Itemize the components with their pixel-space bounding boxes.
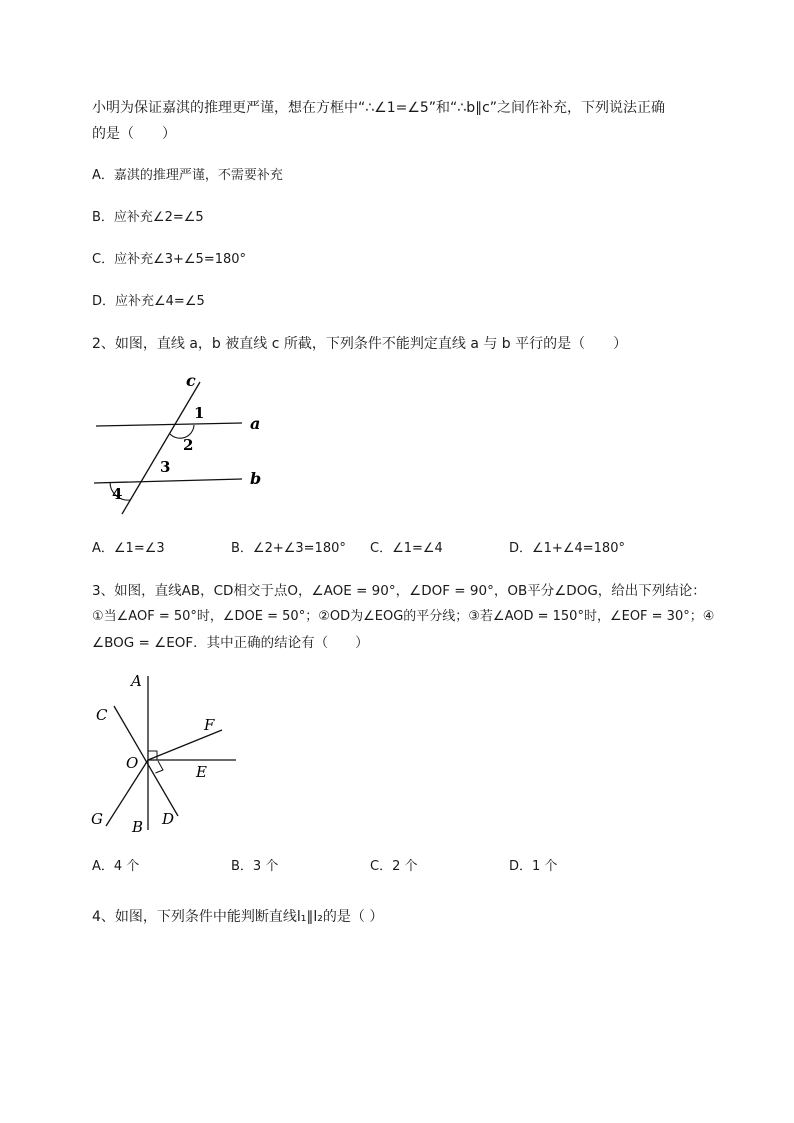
q1-stem-line1: 小明为保证嘉淇的推理更严谨，想在方框中“∴∠1=∠5”和“∴b∥c”之间作补充，下列说法正确 — [92, 100, 666, 116]
q2-option-d: D．∠1+∠4=180° — [509, 541, 625, 556]
q3-option-a: A．4 个 — [92, 859, 140, 874]
q3-option-b: B．3 个 — [231, 859, 279, 874]
q3-figure — [88, 670, 248, 840]
q2-option-a: A．∠1=∠3 — [92, 541, 165, 556]
q2-figure — [90, 372, 280, 517]
ray-of — [148, 730, 222, 760]
q3-option-c: C．2 个 — [370, 859, 418, 874]
q1-stem-line2: 的是（ ） — [92, 126, 176, 142]
q2-option-b: B．∠2+∠3=180° — [231, 541, 346, 556]
label-O: O — [126, 754, 139, 772]
label-c: c — [186, 372, 196, 390]
q2-stem: 2、如图，直线 a，b 被直线 c 所截，下列条件不能判定直线 a 与 b 平行的是（ ） — [92, 336, 628, 352]
right-angle-mark-dof — [156, 761, 164, 773]
label-F: F — [204, 716, 215, 734]
label-a: a — [250, 414, 261, 433]
q3-option-d: D．1 个 — [509, 859, 558, 874]
label-4: 4 — [112, 485, 123, 503]
label-1: 1 — [194, 404, 205, 422]
label-C: C — [96, 706, 108, 724]
q2-option-c: C．∠1=∠4 — [370, 541, 443, 556]
q1-option-b: B．应补充∠2=∠5 — [92, 210, 204, 225]
q3-options — [92, 857, 742, 877]
label-G: G — [91, 810, 103, 828]
q3-stem-line3: ∠BOG = ∠EOF．其中正确的结论有（ ） — [92, 635, 369, 651]
q4-stem: 4、如图，下列条件中能判断直线l₁∥l₂的是（ ） — [92, 909, 384, 925]
q3-stem-line1: 3、如图，直线AB，CD相交于点O，∠AOE = 90°，∠DOF = 90°，OB平分∠DOG，给出下列结论： — [92, 583, 706, 599]
label-b: b — [250, 469, 262, 488]
q1-option-d: D．应补充∠4=∠5 — [92, 294, 205, 309]
line-b — [94, 479, 242, 483]
label-B: B — [132, 818, 144, 836]
label-A: A — [131, 672, 142, 690]
q1-option-a: A．嘉淇的推理严谨，不需要补充 — [92, 168, 283, 183]
label-3: 3 — [160, 458, 171, 476]
line-a — [96, 423, 242, 426]
q3-stem-line2: ①当∠AOF = 50°时，∠DOE = 50°；②OD为∠EOG的平分线；③若∠AOD = 150°时，∠EOF = 30°；④ — [92, 609, 715, 624]
q2-options — [92, 539, 742, 559]
label-D: D — [162, 810, 175, 828]
label-E: E — [196, 763, 207, 781]
q1-option-c: C．应补充∠3+∠5=180° — [92, 252, 247, 267]
label-2: 2 — [183, 436, 194, 454]
